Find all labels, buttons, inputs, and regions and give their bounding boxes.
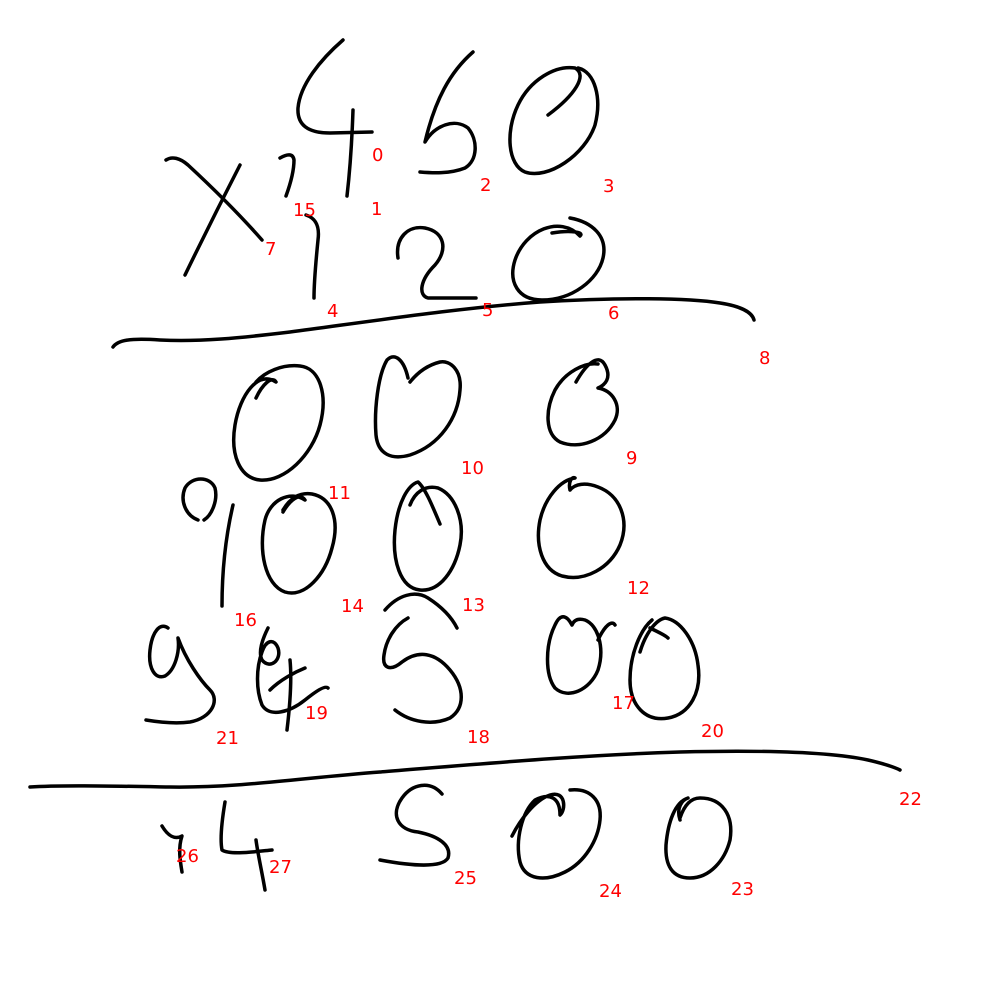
stroke-label-18: 18: [467, 727, 490, 748]
stroke-label-6: 6: [608, 303, 620, 324]
stroke-9: [548, 360, 617, 445]
stroke-label-27: 27: [269, 857, 292, 878]
stroke-7b: [185, 165, 240, 275]
stroke-16: [183, 479, 233, 606]
stroke-0: [298, 40, 372, 133]
stroke-label-26: 26: [176, 846, 199, 867]
stroke-label-19: 19: [305, 703, 328, 724]
stroke-label-23: 23: [731, 879, 754, 900]
stroke-14: [262, 494, 335, 593]
stroke-label-10: 10: [461, 458, 484, 479]
stroke-label-3: 3: [603, 176, 615, 197]
stroke-4: [306, 215, 318, 298]
stroke-label-8: 8: [759, 348, 771, 369]
stroke-label-21: 21: [216, 728, 239, 749]
stroke-7: [166, 158, 262, 240]
stroke-17: [548, 617, 616, 693]
stroke-22: [30, 751, 900, 787]
stroke-5: [398, 228, 476, 298]
stroke-label-14: 14: [341, 596, 364, 617]
stroke-label-20: 20: [701, 721, 724, 742]
stroke-label-13: 13: [462, 595, 485, 616]
stroke-27: [221, 802, 272, 890]
stroke-10: [375, 357, 460, 457]
stroke-20: [630, 618, 699, 719]
stroke-13: [385, 482, 461, 628]
stroke-18: [384, 618, 462, 722]
stroke-15: [280, 155, 294, 196]
stroke-label-9: 9: [626, 448, 638, 469]
stroke-11: [234, 366, 323, 480]
stroke-label-1: 1: [371, 199, 383, 220]
stroke-24: [512, 790, 600, 878]
stroke-label-0: 0: [372, 145, 384, 166]
stroke-label-25: 25: [454, 868, 477, 889]
stroke-8: [113, 299, 754, 347]
stroke-label-11: 11: [328, 483, 351, 504]
stroke-label-16: 16: [234, 610, 257, 631]
stroke-label-4: 4: [327, 301, 339, 322]
stroke-25: [380, 785, 449, 865]
stroke-label-12: 12: [627, 578, 650, 599]
stroke-21: [146, 626, 214, 723]
stroke-label-24: 24: [599, 881, 622, 902]
stroke-label-17: 17: [612, 693, 635, 714]
stroke-3: [510, 68, 598, 174]
stroke-1: [347, 110, 353, 196]
stroke-label-22: 22: [899, 789, 922, 810]
stroke-2: [420, 52, 475, 173]
stroke-label-15: 15: [293, 200, 316, 221]
stroke-label-2: 2: [480, 175, 492, 196]
stroke-23: [666, 798, 731, 878]
stroke-label-5: 5: [482, 300, 494, 321]
stroke-label-7: 7: [265, 239, 277, 260]
stroke-6: [513, 218, 604, 300]
stroke-12: [538, 478, 623, 578]
